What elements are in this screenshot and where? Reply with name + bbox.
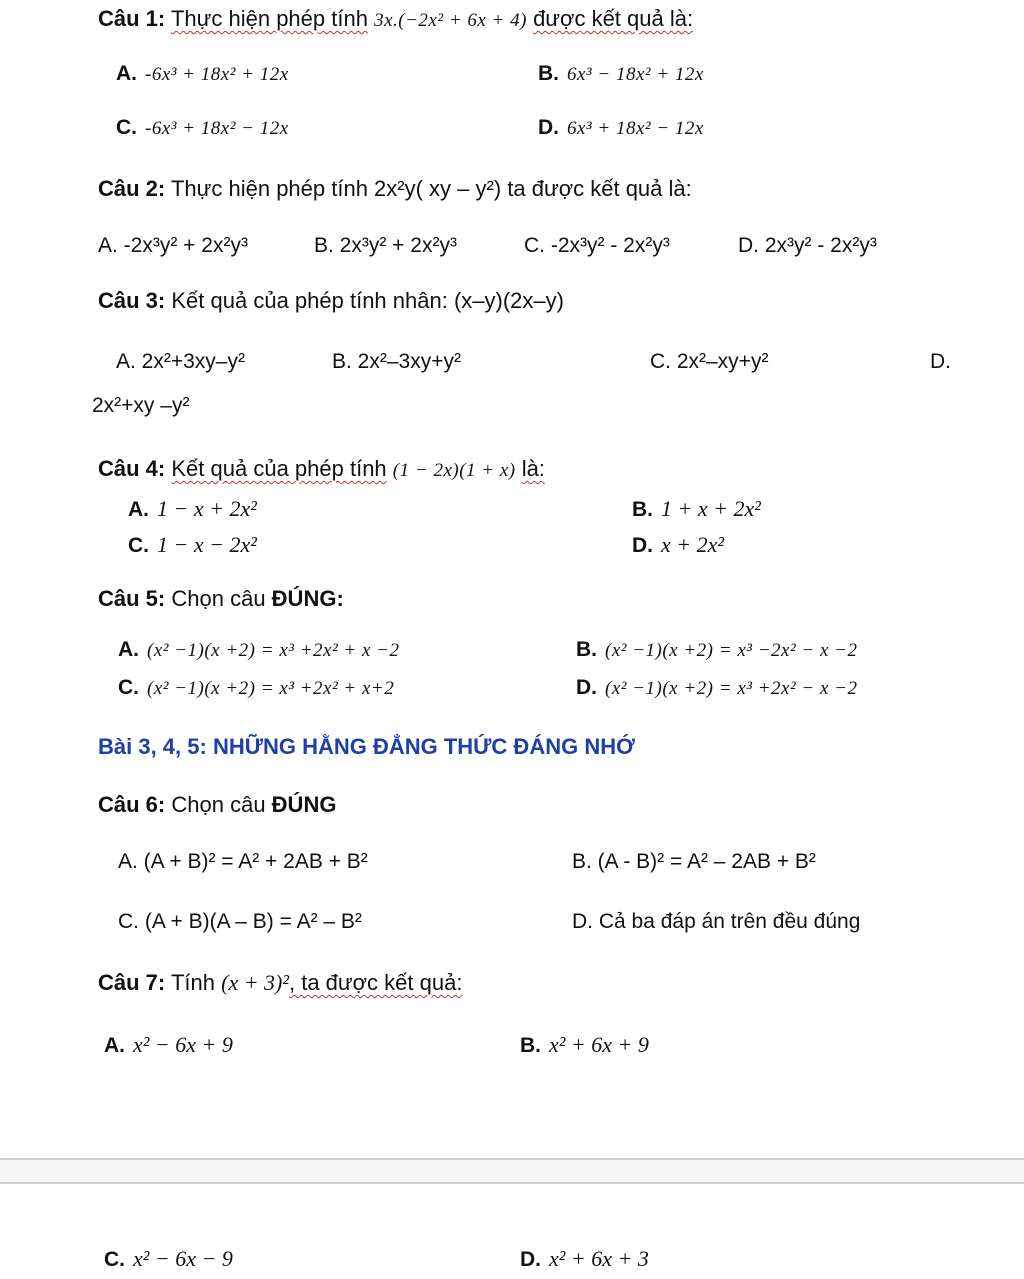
option-letter: B.: [538, 62, 559, 85]
q1-expression: 3x.(−2x² + 6x + 4): [374, 10, 527, 31]
q7-option-b: [520, 1032, 649, 1058]
q7-expression: (x + 3)²: [221, 970, 289, 995]
q7-option-d: [520, 1246, 649, 1272]
option-expression: 6x³ + 18x² − 12x: [567, 118, 704, 139]
option-letter: C.: [118, 676, 139, 699]
page-break-gap: [0, 1160, 1024, 1182]
q6-option-a: A. (A + B)² = A² + 2AB + B²: [118, 850, 368, 873]
q4-option-c: [128, 532, 257, 558]
q4-expression: (1 − 2x)(1 + x): [392, 460, 516, 481]
q7-text-before: Tính: [170, 970, 215, 995]
option-expression: x² + 6x + 9: [549, 1032, 649, 1057]
option-expression: -6x³ + 18x² − 12x: [145, 118, 289, 139]
option-letter: A.: [116, 62, 137, 85]
q2-text: Thực hiện phép tính 2x²y( xy – y²) ta được kết quả là:: [170, 176, 692, 201]
option-letter: A.: [104, 1034, 125, 1057]
option-letter: A.: [128, 498, 149, 521]
q1-option-c: [116, 116, 289, 140]
q4-label: Câu 4:: [98, 456, 166, 481]
q2-option-c: C. -2x³y² - 2x²y³: [524, 234, 670, 257]
option-letter: A.: [118, 638, 139, 661]
q3-option-a: A. 2x²+3xy–y²: [116, 350, 245, 373]
q2-title: [98, 176, 692, 202]
q5-emphasis: ĐÚNG:: [271, 586, 344, 611]
q4-option-a: [128, 496, 257, 522]
q6-option-d: D. Cả ba đáp án trên đều đúng: [572, 910, 861, 933]
q1-option-b: [538, 62, 704, 86]
q2-option-a: A. -2x³y² + 2x²y³: [98, 234, 248, 257]
q5-option-a: [118, 638, 400, 662]
section-heading: Bài 3, 4, 5: NHỮNG HẰNG ĐẲNG THỨC ĐÁNG NHỚ: [98, 734, 635, 759]
option-expression: x² + 6x + 3: [549, 1246, 649, 1271]
q7-option-a: [104, 1032, 233, 1058]
q4-option-d: [632, 532, 724, 558]
q3-option-c: C. 2x²–xy+y²: [650, 350, 769, 373]
option-letter: D.: [520, 1248, 541, 1271]
q6-option-b: B. (A - B)² = A² – 2AB + B²: [572, 850, 816, 873]
q5-label: Câu 5:: [98, 586, 166, 611]
option-letter: C.: [128, 534, 149, 557]
q5-option-d: [576, 676, 858, 700]
q5-option-c: [118, 676, 394, 700]
option-expression: (x² −1)(x +2) = x³ +2x² − x −2: [605, 678, 858, 699]
q4-title: [98, 456, 545, 482]
q1-text-before: Thực hiện phép tính: [170, 6, 368, 31]
option-expression: (x² −1)(x +2) = x³ +2x² + x −2: [147, 640, 400, 661]
option-expression: 1 − x − 2x²: [157, 532, 257, 557]
q7-title: [98, 970, 462, 996]
option-expression: x + 2x²: [661, 532, 724, 557]
option-expression: 1 + x + 2x²: [661, 496, 761, 521]
option-letter: C.: [104, 1248, 125, 1271]
q5-title: [98, 586, 344, 612]
q6-label: Câu 6:: [98, 792, 166, 817]
q4-option-b: [632, 496, 761, 522]
q6-title: [98, 792, 336, 818]
page-break-bottom-line: [0, 1182, 1024, 1184]
option-expression: x² − 6x − 9: [133, 1246, 233, 1271]
option-expression: -6x³ + 18x² + 12x: [145, 64, 289, 85]
q7-label: Câu 7:: [98, 970, 166, 995]
q1-text-after: được kết quả là:: [533, 6, 694, 31]
q1-option-a: [116, 62, 289, 86]
option-letter: D.: [576, 676, 597, 699]
q5-text: Chọn câu: [171, 586, 272, 611]
q1-option-d: [538, 116, 704, 140]
q1-title: [98, 6, 693, 32]
option-expression: (x² −1)(x +2) = x³ −2x² − x −2: [605, 640, 858, 661]
q6-text: Chọn câu: [171, 792, 272, 817]
q7-text-after: , ta được kết quả:: [288, 970, 463, 995]
q5-option-b: [576, 638, 858, 662]
q6-emphasis: ĐÚNG: [271, 792, 337, 817]
option-letter: C.: [116, 116, 137, 139]
q3-option-d-text: 2x²+xy –y²: [92, 394, 190, 417]
option-letter: D.: [632, 534, 653, 557]
q3-option-b: B. 2x²–3xy+y²: [332, 350, 461, 373]
q7-option-c: [104, 1246, 233, 1272]
q2-option-b: B. 2x³y² + 2x²y³: [314, 234, 457, 257]
q2-label: Câu 2:: [98, 176, 166, 201]
option-letter: B.: [632, 498, 653, 521]
option-expression: x² − 6x + 9: [133, 1032, 233, 1057]
option-expression: (x² −1)(x +2) = x³ +2x² + x+2: [147, 678, 395, 699]
q1-label: Câu 1:: [98, 6, 166, 31]
q3-title: [98, 288, 564, 314]
q3-option-d: D.: [930, 350, 951, 373]
option-expression: 6x³ − 18x² + 12x: [567, 64, 704, 85]
option-letter: B.: [576, 638, 597, 661]
option-letter: D.: [538, 116, 559, 139]
q3-text: Kết quả của phép tính nhân: (x–y)(2x–y): [171, 288, 564, 313]
q6-option-c: C. (A + B)(A – B) = A² – B²: [118, 910, 362, 933]
q4-text-after: là:: [521, 456, 545, 481]
q3-label: Câu 3:: [98, 288, 166, 313]
q2-option-d: D. 2x³y² - 2x²y³: [738, 234, 877, 257]
option-expression: 1 − x + 2x²: [157, 496, 257, 521]
option-letter: B.: [520, 1034, 541, 1057]
q4-text-before: Kết quả của phép tính: [171, 456, 387, 481]
